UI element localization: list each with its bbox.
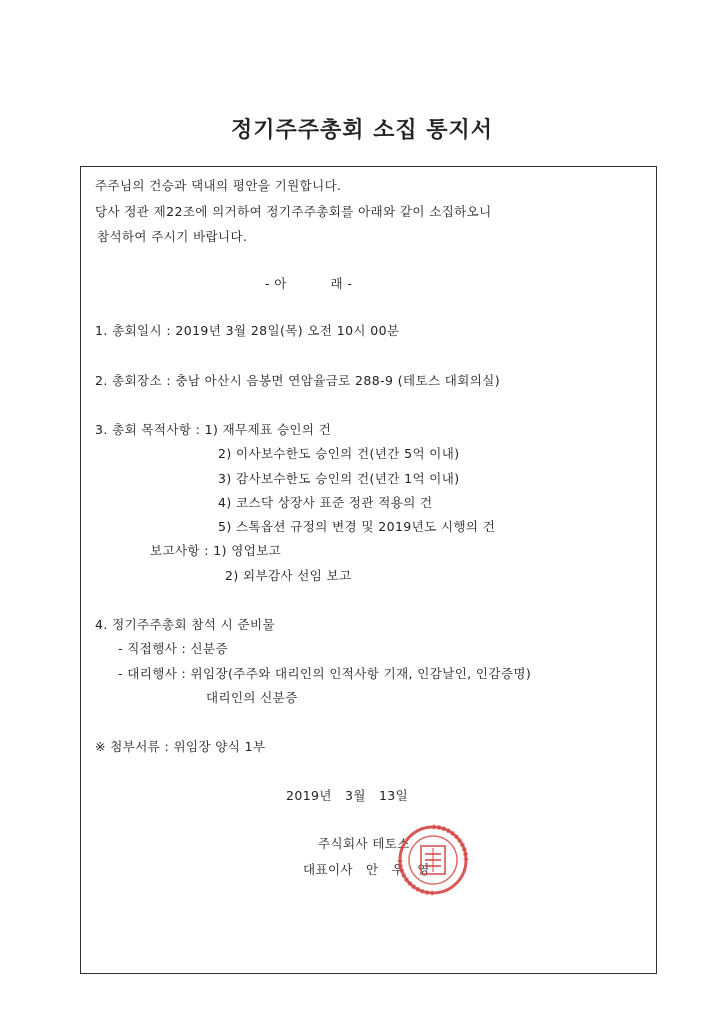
company-seal-stamp [397,824,469,896]
agenda-item-3: 3) 감사보수한도 승인의 건(년간 1억 이내) [218,471,460,486]
item-meeting-datetime: 1. 총회일시 : 2019년 3월 28일(목) 오전 10시 00분 [95,323,400,338]
agenda-item-4: 4) 코스닥 상장사 표준 정관 적용의 건 [218,495,433,510]
report-heading: 보고사항 : 1) 영업보고 [150,543,282,558]
agenda-item-5: 5) 스톡옵션 규정의 변경 및 2019년도 시행의 건 [218,519,496,534]
agenda-item-2: 2) 이사보수한도 승인의 건(년간 5억 이내) [218,446,460,461]
item-preparation-heading: 4. 정기주주총회 참석 시 준비물 [95,617,275,632]
report-item-2: 2) 외부감사 선임 보고 [225,568,352,583]
prep-proxy-continued: 대리인의 신분증 [206,690,298,705]
item-meeting-location: 2. 총회장소 : 충남 아산시 음봉면 연암율금로 288-9 (테토스 대회의실) [95,373,500,388]
company-name: 주식회사 테토스 [318,836,410,851]
issue-date: 2019년 3월 13일 [286,788,409,803]
document-frame [80,166,657,974]
document-title: 정기주주총회 소집 통지서 [230,118,494,143]
section-heading: - 아 래 - [265,276,353,291]
greeting-line-1: 주주님의 건승과 댁내의 평안을 기원합니다. [95,178,342,193]
item-agenda-heading: 3. 총회 목적사항 : 1) 재무제표 승인의 건 [95,422,332,437]
attachment-note: ※ 첨부서류 : 위임장 양식 1부 [95,739,266,754]
prep-proxy: - 대리행사 : 위임장(주주와 대리인의 인적사항 기재, 인감날인, 인감증명) [118,666,532,681]
greeting-line-3: 참석하여 주시기 바랍니다. [97,229,248,244]
prep-direct: - 직접행사 : 신분증 [118,641,228,656]
representative: 대표이사 안 우 영 [303,862,430,877]
greeting-line-2: 당사 정관 제22조에 의거하여 정기주주총회를 아래와 같이 소집하오니 [95,204,492,219]
